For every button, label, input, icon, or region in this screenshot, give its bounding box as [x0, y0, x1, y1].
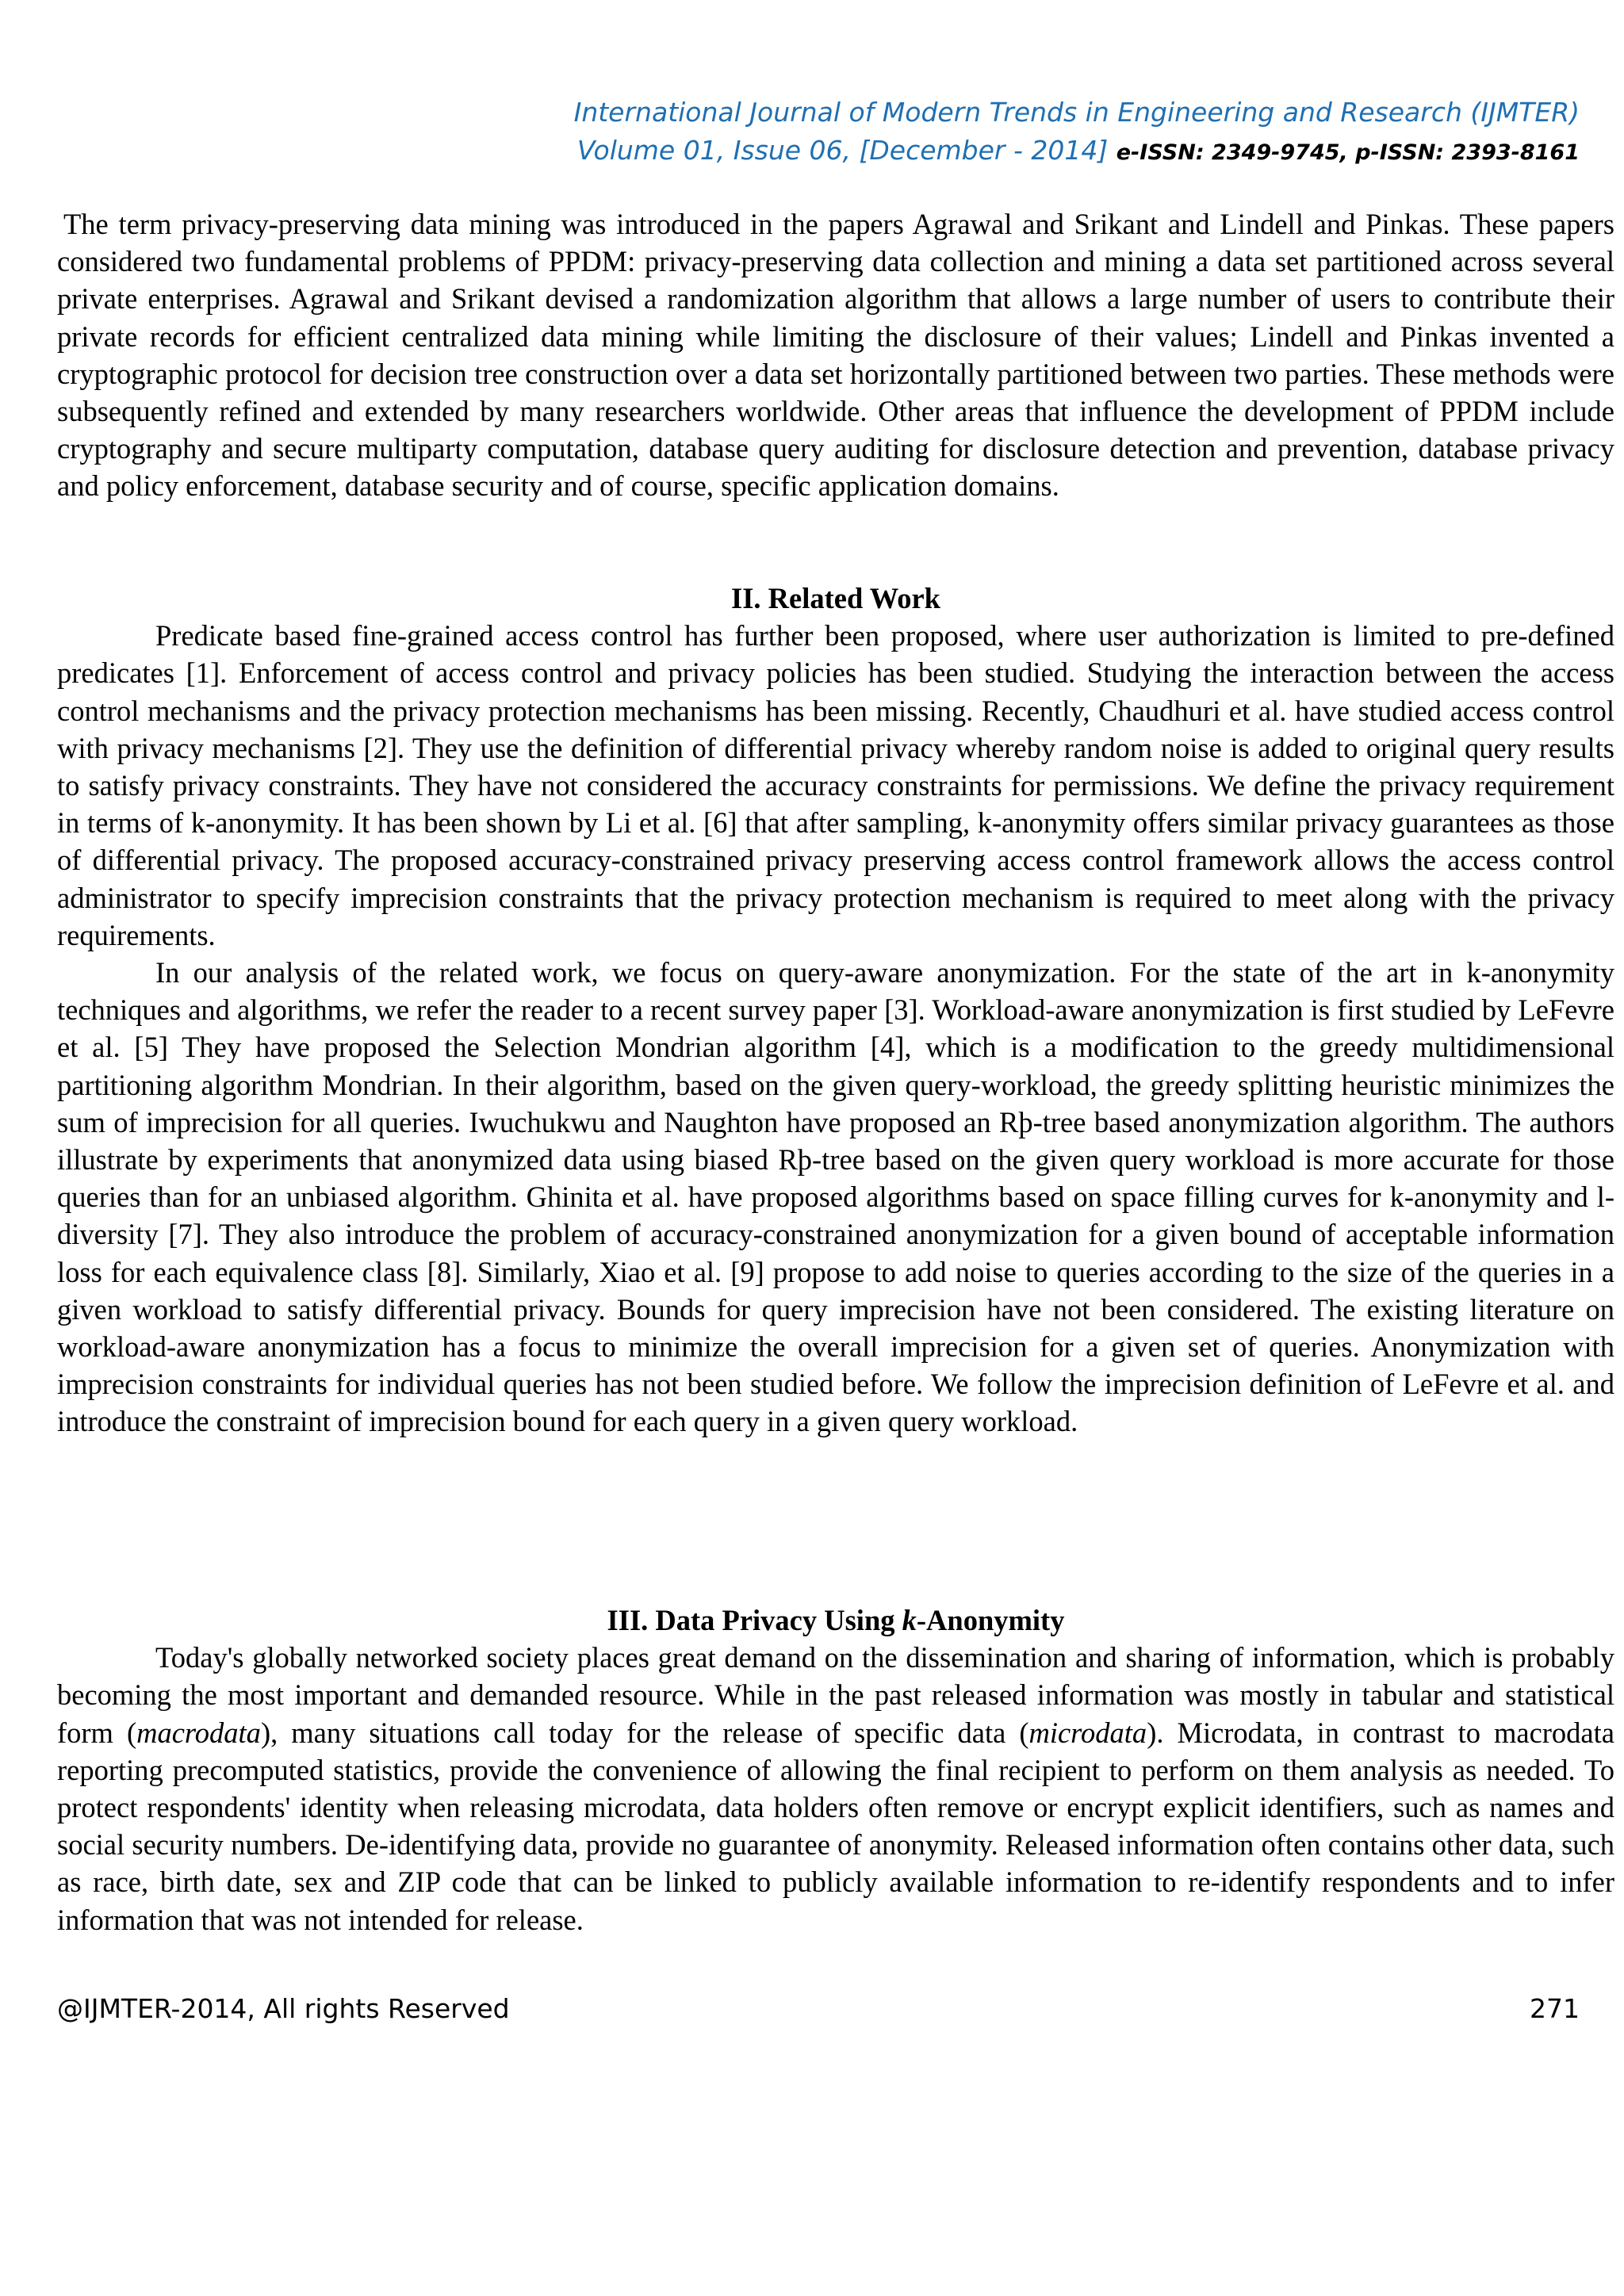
section-heading-related-work: II. Related Work [731, 582, 940, 614]
issn-numbers: e-ISSN: 2349-9745, p-ISSN: 2393-8161 [1116, 140, 1580, 165]
paragraph-text-a: Today's globally networked society places great demand on the dissemination and sharing of information, which is probably becoming the most important and demanded resource. While in the past released information was mostly in tabular and statistical form ( [57, 1641, 1614, 1749]
page-footer [57, 1993, 1580, 2024]
data-privacy-section [57, 1601, 1614, 1938]
paragraph-text-b: ), many situations call today for the release of specific data ( [260, 1716, 1029, 1749]
volume-issn-line [574, 132, 1580, 172]
related-work-section [57, 580, 1614, 1441]
volume-issue: Volume 01, Issue 06, [December - 2014] [576, 135, 1109, 166]
related-work-paragraph-1: Predicate based fine-grained access control has further been proposed, where user authorization is limited to pre-defined predicates [1]. Enforcement of access control and privacy policies has been studied. Studying the interaction between the access control mechanisms and the privacy protection mechanisms has been missing. Recently, Chaudhuri et al. have studied access control with privacy mechanisms [2]. They use the definition of differential privacy whereby random noise is added to original query results to satisfy privacy constraints. They have not considered the accuracy constraints for permissions. We define the privacy requirement in terms of k-anonymity. It has been shown by Li et al. [6] that after sampling, k-anonymity offers similar privacy guarantees as those of differential privacy. The proposed accuracy-constrained privacy preserving access control framework allows the access control administrator to specify imprecision constraints that the privacy protection mechanism is required to meet along with the privacy requirements. [57, 619, 1614, 951]
heading-suffix: -Anonymity [916, 1604, 1065, 1636]
paragraph-text-c: ). Microdata, in contrast to macrodata reporting precomputed statistics, provide the convenience of allowing the final recipient to perform on them analysis as needed. To protect respondents' identity when releasing microdata, data holders often remove or encrypt explicit identifiers, such as names and social security numbers. De-identifying data, provide no guarantee of anonymity. Released information often contains other data, such as race, birth date, sex and ZIP code that can be linked to publicly available information to re-identify respondents and to infer information that was not intended for release. [57, 1716, 1614, 1936]
journal-header [574, 94, 1580, 172]
heading-k: k [902, 1604, 917, 1636]
term-macrodata: macrodata [136, 1716, 261, 1749]
intro-section [57, 205, 1614, 505]
term-microdata: microdata [1028, 1716, 1147, 1749]
journal-title: International Journal of Modern Trends in Engineering and Research (IJMTER) [573, 97, 1580, 128]
section-heading-data-privacy [57, 1601, 1614, 1639]
related-work-paragraph-2: In our analysis of the related work, we focus on query-aware anonymization. For the state of the art in k-anonymity techniques and algorithms, we refer the reader to a recent survey paper [3]. Workload-aware anonymization is first studied by LeFevre et al. [5] They have proposed the Selection Mondrian algorithm [4], which is a modification to the greedy multidimensional partitioning algorithm Mondrian. In their algorithm, based on the given query-workload, the greedy splitting heuristic minimizes the sum of imprecision for all queries. Iwuchukwu and Naughton have proposed an Rþ-tree based anonymization algorithm. The authors illustrate by experiments that anonymized data using biased Rþ-tree based on the given query workload is more accurate for those queries than for an unbiased algorithm. Ghinita et al. have proposed algorithms based on space filling curves for k-anonymity and l-diversity [7]. They also introduce the problem of accuracy-constrained anonymization for a given bound of acceptable information loss for each equivalence class [8]. Similarly, Xiao et al. [9] propose to add noise to queries according to the size of the queries in a given workload to satisfy differential privacy. Bounds for query imprecision have not been considered. The existing literature on workload-aware anonymization has a focus to minimize the overall imprecision for a given set of queries. Anonymization with imprecision constraints for individual queries has not been studied before. We follow the imprecision definition of LeFevre et al. and introduce the constraint of imprecision bound for each query in a given query workload. [57, 956, 1614, 1438]
heading-prefix: III. Data Privacy Using [607, 1604, 902, 1636]
intro-paragraph: The term privacy-preserving data mining was introduced in the papers Agrawal and Srikant and Lindell and Pinkas. These papers considered two fundamental problems of PPDM: privacy-preserving data collection and mining a data set partitioned across several private enterprises. Agrawal and Srikant devised a randomization algorithm that allows a large number of users to contribute their private records for efficient centralized data mining while limiting the disclosure of their values; Lindell and Pinkas invented a cryptographic protocol for decision tree construction over a data set horizontally partitioned between two parties. These methods were subsequently refined and extended by many researchers worldwide. Other areas that influence the development of PPDM include cryptography and secure multiparty computation, database query auditing for disclosure detection and prevention, database privacy and policy enforcement, database security and of course, specific application domains. [57, 208, 1614, 503]
copyright-notice: @IJMTER-2014, All rights Reserved [57, 1993, 510, 2024]
page-number: 271 [1530, 1993, 1580, 2024]
data-privacy-paragraph [57, 1639, 1614, 1938]
